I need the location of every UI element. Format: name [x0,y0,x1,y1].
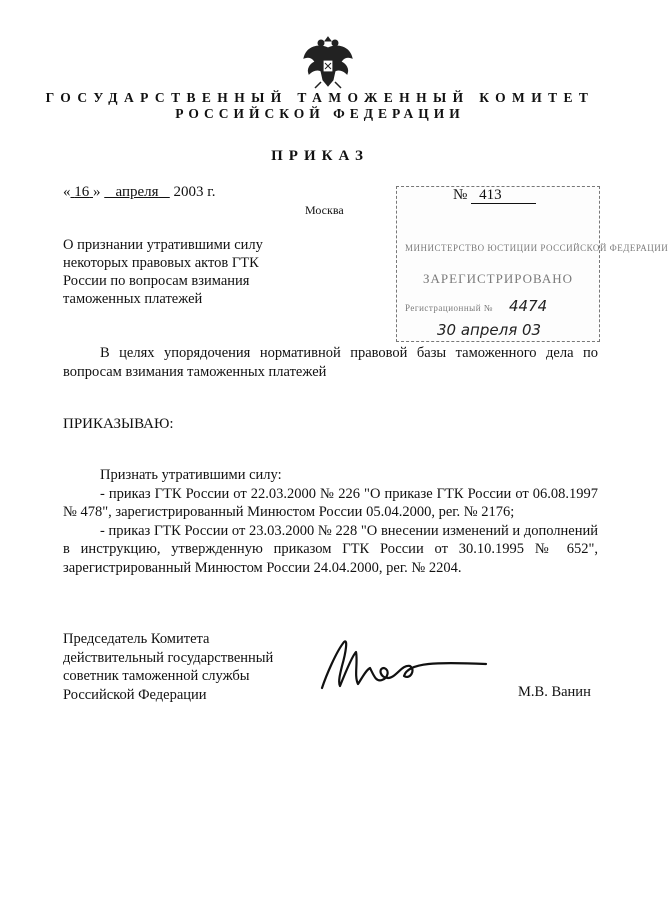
stamp-ministry-line: МИНИСТЕРСТВО ЮСТИЦИИ РОССИЙСКОЙ ФЕДЕРАЦИИ [405,243,668,253]
document-subject [63,236,303,308]
preamble-paragraph: В целях упорядочения нормативной правовой базы таможенного дела по вопросам взимания таможенных платежей [63,345,598,380]
handwritten-signature [318,632,488,696]
date-day: 16 [74,184,90,200]
date-close-quote: » [93,184,101,200]
subject-line: некоторых правовых актов ГТК [63,255,259,271]
document-title: ПРИКАЗ [271,148,369,164]
stamp-reg-label: Регистрационный № [405,303,493,313]
state-emblem-icon [301,34,355,92]
stamp-reg-number: 4474 [509,297,548,315]
organization-name: ГОСУДАРСТВЕННЫЙ ТАМОЖЕННЫЙ КОМИТЕТ [45,90,595,105]
document-date [63,184,216,201]
date-month: апреля [115,184,159,200]
order-word: ПРИКАЗЫВАЮ: [63,416,174,432]
subject-line: О признании утратившими силу [63,237,263,253]
signatory-title-line: Председатель Комитета [63,631,210,647]
decision-item: - приказ ГТК России от 23.03.2000 № 228 "О внесении изменений и дополнений в инструкцию, утвержденную приказом ГТК России от 30.10.1995 № 652", зарегистрированный Минюстом России 24.04.2000, рег. № 2204. [63,522,598,576]
decision-intro: Признать утратившими силу: [100,467,282,483]
organization-name-line2: РОССИЙСКОЙ ФЕДЕРАЦИИ [175,106,465,121]
subject-line: России по вопросам взимания [63,273,250,289]
signatory-title-line: советник таможенной службы [63,668,250,684]
document-city: Москва [305,203,344,217]
decision-section [63,466,598,577]
document-number: № 413 [453,187,536,204]
signatory-name: М.В. Ванин [518,684,591,700]
stamp-date: 30 апреля 03 [437,321,542,339]
signatory-title-line: Российской Федерации [63,686,207,703]
registration-stamp [396,186,668,342]
stamp-registered-line: ЗАРЕГИСТРИРОВАНО [423,271,573,286]
date-open-quote: « [63,184,71,200]
decision-item: - приказ ГТК России от 22.03.2000 № 226 "О приказе ГТК России от 06.08.1997 № 478", зарегистрированный Минюстом России 05.04.2000, рег. № 2176; [63,485,598,520]
signatory-title-line: действительный государственный [63,649,274,666]
signatory-title [63,630,303,704]
date-year: 2003 г. [173,184,216,200]
subject-line: таможенных платежей [63,291,203,307]
